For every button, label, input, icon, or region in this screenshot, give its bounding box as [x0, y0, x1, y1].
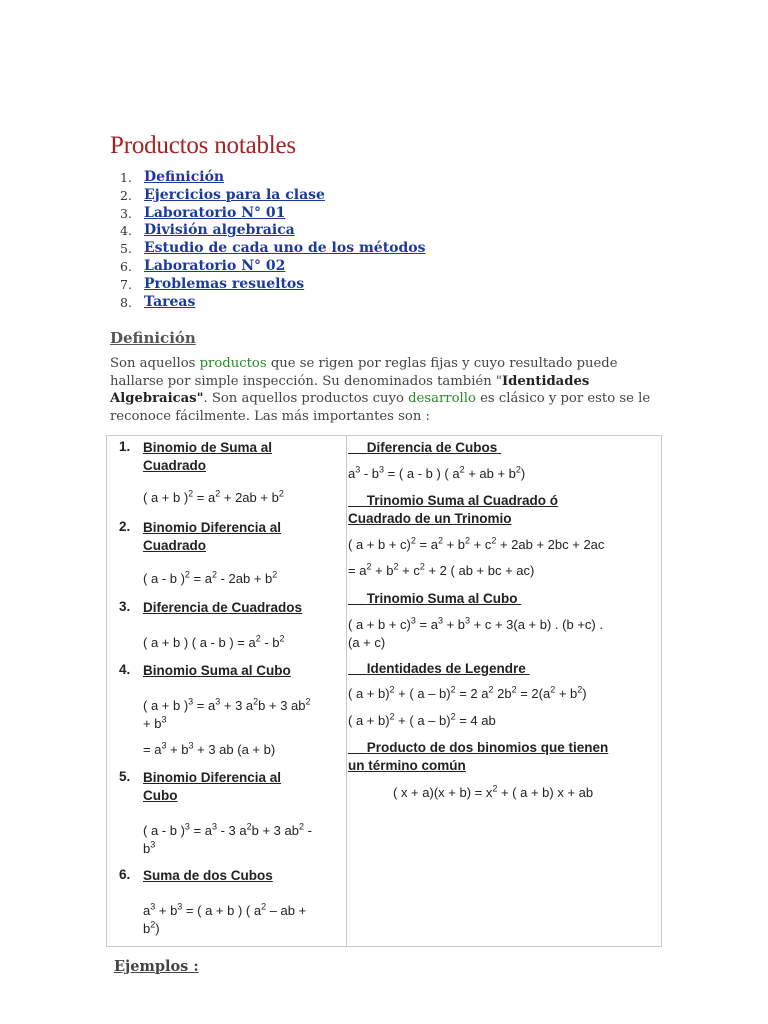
toc-number: 4. — [120, 223, 132, 239]
link-productos[interactable]: productos — [199, 356, 267, 371]
toc-link-ejercicios[interactable]: Ejercicios para la clase — [144, 186, 325, 203]
formula: ( $x + a)(x + b) = x^2$ + ( a + b) x + ab — [393, 783, 594, 800]
formula: ( a + b)$^2$ + ( a – b)$^2$ = 4 ab — [348, 711, 496, 728]
formula-heading-identidades-legendre — [348, 660, 530, 678]
formula-heading-diferencia-cubos — [348, 439, 501, 457]
formula: = $a^3 + b^3 + 3$ ab (a + b) — [143, 740, 276, 757]
formula-heading-trinomio-suma-cubo — [348, 590, 521, 608]
toc-item — [110, 294, 426, 312]
toc-number: 7. — [120, 276, 132, 292]
formula: ( $a + b + c)^2 = a^2 + b^2 + c^2 + 2ab + 2bc + 2ac$ — [348, 535, 605, 552]
toc-link-laboratorio-01[interactable]: Laboratorio N° 01 — [144, 204, 286, 221]
formula: $a^3 + b^3$ = ( a + b ) ( $a^2$ – ab + $b^2$) — [143, 901, 307, 936]
heading-line: Binomio de Suma al — [143, 440, 273, 455]
toc-item — [110, 222, 426, 240]
formula-heading-binomio-diferencia-cubo — [143, 769, 281, 805]
toc-number: 3. — [120, 205, 132, 221]
item-number: 4. — [119, 662, 131, 677]
toc-link-division[interactable]: División algebraica — [144, 222, 295, 239]
heading-line: Trinomio Suma al Cubo — [366, 591, 518, 606]
heading-line: Trinomio Suma al Cuadrado ó — [366, 493, 559, 508]
heading-line: Binomio Diferencia al — [143, 770, 282, 785]
link-desarrollo[interactable]: desarrollo — [408, 391, 476, 407]
definition-paragraph — [110, 355, 670, 425]
bold-term: Identidades Algebraicas" — [110, 373, 590, 407]
toc-number: 6. — [120, 258, 132, 274]
column-divider — [346, 436, 347, 946]
toc-link-laboratorio-02[interactable]: Laboratorio N° 02 — [144, 257, 286, 274]
toc-item — [110, 205, 426, 223]
heading-line: Diferencia de Cubos — [366, 440, 498, 455]
toc-link-problemas[interactable]: Problemas resueltos — [144, 275, 305, 292]
formula: ( $a + b + c)^3 = a^3 + b^3 + c + 3(a + b)$ . (b +c) . (a + c) — [348, 615, 603, 650]
section-heading-definicion: Definición — [110, 329, 196, 347]
toc-item — [110, 169, 426, 187]
formula-heading-binomio-diferencia-cuadrado — [143, 519, 281, 555]
text-run: es clásico y por esto se le reconoce fácilmente. Las más importantes son : — [110, 391, 651, 424]
formula-heading-suma-dos-cubos — [143, 867, 273, 885]
item-number: 1. — [119, 439, 131, 454]
heading-line: Producto de dos binomios que tienen — [366, 740, 609, 755]
text-run: Son aquellos — [110, 356, 200, 371]
table-of-contents — [110, 169, 426, 311]
text-run: . Son aquellos productos cuyo — [203, 391, 409, 407]
toc-item — [110, 240, 426, 258]
toc-number: 8. — [120, 294, 132, 310]
heading-line: Binomio Suma al Cubo — [143, 663, 291, 678]
formulas-table — [106, 435, 662, 947]
toc-item — [110, 187, 426, 205]
heading-line: Cubo — [143, 788, 178, 803]
formula-heading-binomio-suma-cuadrado — [143, 439, 272, 475]
heading-line: Binomio Diferencia al — [143, 520, 282, 535]
toc-item — [110, 258, 426, 276]
formula: ( a + b)$^2$ + ( a – b)$^2$ = 2 $a^2$ $2b^2 = 2(a^2 + b^2)$ — [348, 684, 587, 701]
formula: ( a + b )$^2 = a^2 + 2ab + b^2$ — [143, 488, 284, 505]
item-number: 2. — [119, 519, 131, 534]
toc-link-metodos[interactable]: Estudio de cada uno de los métodos — [144, 240, 426, 257]
formula-heading-binomio-suma-cubo — [143, 662, 291, 680]
formula: = $a^2 + b^2 + c^2 + 2$ ( ab + bc + ac) — [348, 561, 535, 578]
formula-heading-trinomio-suma-cuadrado — [348, 492, 558, 528]
heading-line: Identidades de Legendre — [366, 661, 526, 676]
toc-link-definicion[interactable]: Definición — [144, 169, 225, 185]
formula: ( a - b )$^2 = a^2 - 2ab + b^2$ — [143, 569, 278, 586]
heading-line: Suma de dos Cubos — [143, 868, 273, 883]
formula: ( a + b )$^3 = a^3 + 3$ $a^2b + 3$ $ab^2$ + $b^3$ — [143, 696, 311, 731]
text-run: que se rigen por reglas fijas y cuyo resultado puede hallarse por simple inspección. Su denominados también " — [110, 356, 618, 389]
formula-heading-diferencia-cuadrados — [143, 599, 302, 617]
item-number: 6. — [119, 867, 131, 882]
heading-line: Cuadrado de un Trinomio — [348, 511, 512, 526]
toc-number: 2. — [120, 187, 132, 203]
heading-line: Cuadrado — [143, 538, 207, 553]
heading-line: un término común — [348, 758, 466, 773]
heading-line: Diferencia de Cuadrados — [143, 600, 303, 615]
toc-item — [110, 276, 426, 294]
formula-heading-producto-binomios — [348, 739, 608, 775]
toc-number: 5. — [120, 241, 132, 257]
toc-number: 1. — [120, 170, 132, 185]
toc-link-tareas[interactable]: Tareas — [144, 293, 196, 310]
item-number: 3. — [119, 599, 131, 614]
formula: ( a + b ) ( a - b ) = $a^2 - b^2$ — [143, 633, 285, 650]
formula: $a^3 - b^3$ = ( a - b ) ( $a^2$ + ab + $b^2$) — [348, 464, 526, 481]
page-title: Productos notables — [110, 132, 296, 159]
item-number: 5. — [119, 769, 131, 784]
section-heading-ejemplos: Ejemplos : — [114, 958, 199, 975]
heading-line: Cuadrado — [143, 458, 207, 473]
formula: ( a - b )$^3 = a^3 - 3$ $a^2b + 3$ $ab^2$ - $b^3$ — [143, 821, 312, 856]
